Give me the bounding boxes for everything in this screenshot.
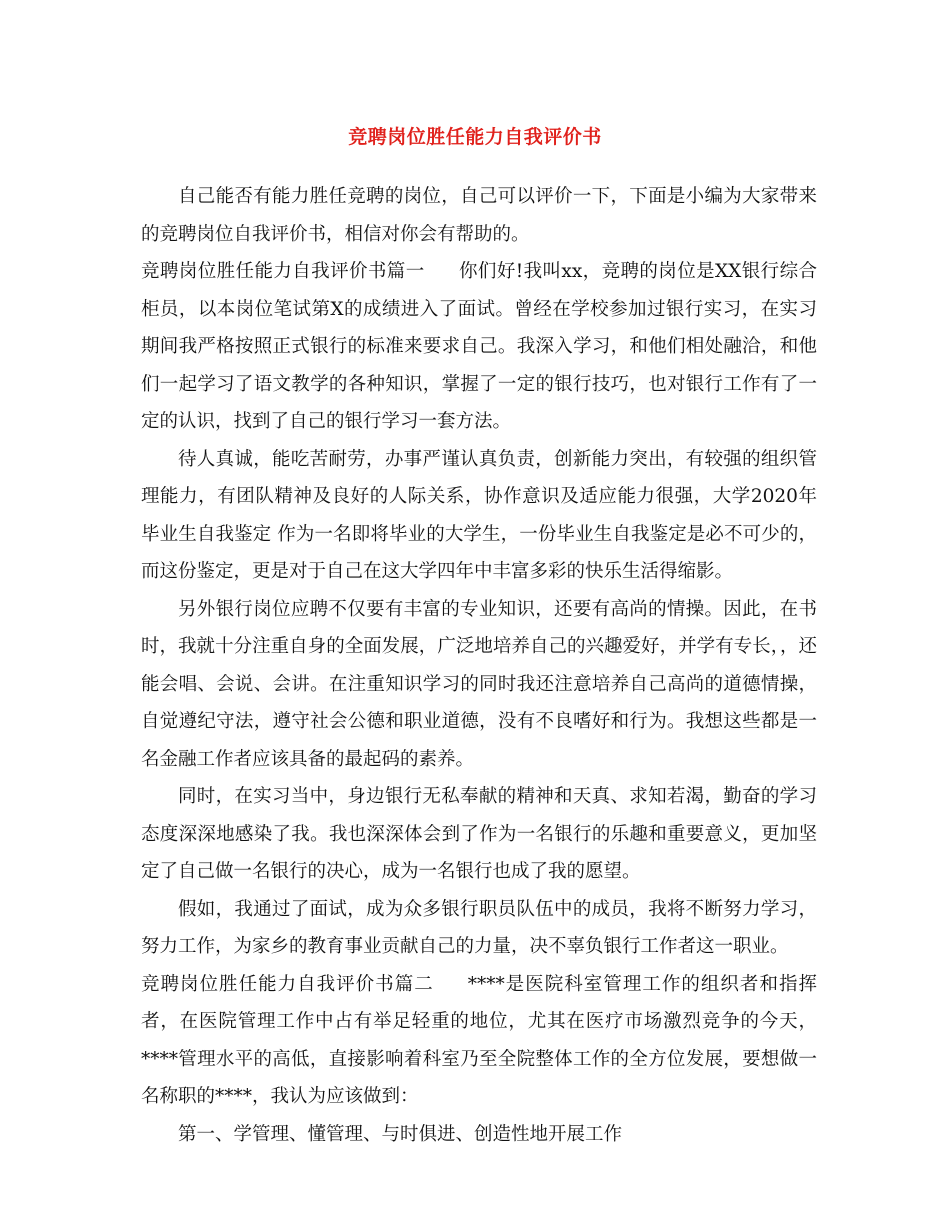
section-2-lead: ****是医院科室管理工作的组织者和指挥者，在医院管理工作中占有举足轻重的地位，尤其在医疗市场激烈竞争的今天，****管理水平的高低，直接影响着科室乃至全院整体工作的全方位发展，要想做一名称职的****，我认为应该做到： [141, 973, 817, 1107]
document-title: 竞聘岗位胜任能力自我评价书 [348, 126, 602, 148]
section-2-paragraph: 第一、学管理、懂管理、与时俱进、创造性地开展工作 [178, 1123, 623, 1145]
document-body [141, 178, 817, 1153]
section-2-block [141, 966, 817, 1116]
section-1-paragraph: 待人真诚，能吃苦耐劳，办事严谨认真负责，创新能力突出，有较强的组织管理能力，有团队精神及良好的人际关系，协作意识及适应能力很强，大学2020年毕业生自我鉴定 作为一名即将毕业的大学生，一份毕业生自我鉴定是必不可少的，而这份鉴定，更是对于自己在这大学四年中丰富多彩的快乐生活得缩影。 [141, 448, 817, 582]
section-1-paragraph: 假如，我通过了面试，成为众多银行职员队伍中的成员，我将不断努力学习，努力工作，为家乡的教育事业贡献自己的力量，决不辜负银行工作者这一职业。 [141, 898, 817, 957]
section-1-block [141, 253, 817, 441]
section-1-paragraph: 另外银行岗位应聘不仅要有丰富的专业知识，还要有高尚的情操。因此，在书时，我就十分注重自身的全面发展，广泛地培养自己的兴趣爱好，并学有专长，，还能会唱、会说、会讲。在注重知识学习的同时我还注意培养自己高尚的道德情操，自觉遵纪守法，遵守社会公德和职业道德，没有不良嗜好和行为。我想这些都是一名金融工作者应该具备的最起码的素养。 [141, 598, 817, 770]
intro-paragraph: 自己能否有能力胜任竞聘的岗位，自己可以评价一下，下面是小编为大家带来的竞聘岗位自我评价书，相信对你会有帮助的。 [141, 186, 817, 245]
section-1-heading: 竞聘岗位胜任能力自我评价书篇一 [141, 261, 425, 282]
section-1-paragraph: 同时，在实习当中，身边银行无私奉献的精神和天真、求知若渴，勤奋的学习态度深深地感染了我。我也深深体会到了作为一名银行的乐趣和重要意义，更加坚定了自己做一名银行的决心，成为一名银行也成了我的愿望。 [141, 786, 817, 882]
section-2-heading: 竞聘岗位胜任能力自我评价书篇二 [141, 973, 434, 995]
section-1-lead: 你们好!我叫xx，竞聘的岗位是XX银行综合柜员，以本岗位笔试第X的成绩进入了面试。曾经在学校参加过银行实习，在实习期间我严格按照正式银行的标准来要求自己。我深入学习，和他们相处融洽，和他们一起学习了语文教学的各种知识，掌握了一定的银行技巧，也对银行工作有了一定的认识，找到了自己的银行学习一套方法。 [141, 261, 817, 432]
